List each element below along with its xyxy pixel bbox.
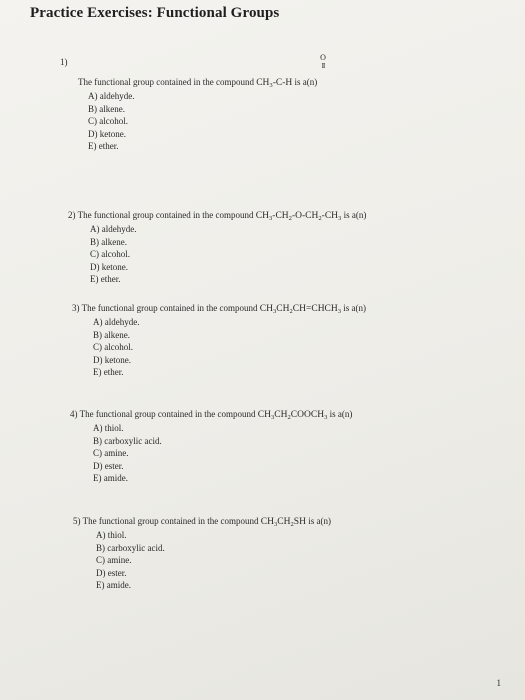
question-2-prefix: The functional group contained in the compound: [77, 210, 254, 220]
question-1-number: 1): [60, 57, 68, 67]
question-5-prefix: The functional group contained in the compound: [82, 516, 259, 526]
choice-a: A) aldehyde.: [88, 91, 135, 102]
choice-e: E) ether.: [93, 367, 124, 378]
question-2: [68, 209, 366, 285]
question-4-choices: [93, 422, 352, 484]
question-1-prefix: The functional group contained in the compound: [78, 77, 254, 87]
choice-d: D) ester.: [96, 567, 127, 578]
choice-a: A) aldehyde.: [90, 224, 137, 235]
question-5-number: 5): [73, 516, 81, 526]
question-3-number: 3): [72, 303, 80, 313]
question-2-suffix: is a(n): [343, 210, 367, 220]
question-5-stem: [73, 515, 331, 528]
question-5-choices: [96, 529, 331, 591]
choice-c: C) alcohol.: [90, 249, 130, 260]
choice-a: A) thiol.: [93, 423, 124, 434]
question-2-stem: [68, 209, 366, 222]
choice-e: E) ether.: [90, 274, 121, 285]
question-4-formula: $CH_3CH_2COOCH_3$: [257, 410, 328, 421]
choice-e: E) amide.: [96, 580, 131, 591]
choice-d: D) ketone.: [93, 354, 131, 365]
question-4-prefix: The functional group contained in the compound: [79, 409, 256, 419]
question-4-number: 4): [70, 409, 78, 419]
question-2-number: 2): [68, 210, 76, 220]
question-5: [73, 515, 331, 591]
question-5-suffix: is a(n): [308, 516, 331, 526]
question-3-stem: [72, 302, 366, 315]
choice-b: B) carboxylic acid.: [96, 542, 165, 553]
question-3: [72, 302, 366, 378]
carbonyl-o-label: O: [320, 53, 326, 62]
choice-e: E) amide.: [93, 473, 128, 484]
question-1-choices: [88, 90, 317, 152]
choice-a: A) thiol.: [96, 530, 127, 541]
choice-e: E) ether.: [88, 141, 119, 152]
question-1-stem: [78, 76, 317, 89]
page-number: 1: [496, 678, 501, 688]
choice-b: B) alkene.: [90, 236, 127, 247]
question-3-prefix: The functional group contained in the compound: [81, 303, 258, 313]
choice-b: B) alkene.: [93, 329, 130, 340]
question-1-suffix: is a(n): [294, 77, 318, 87]
choice-b: B) alkene.: [88, 103, 125, 114]
carbonyl-oxygen: [318, 53, 328, 71]
choice-d: D) ketone.: [88, 128, 126, 139]
question-4: [70, 408, 352, 484]
choice-d: D) ketone.: [90, 261, 128, 272]
choice-d: D) ester.: [93, 460, 124, 471]
question-3-suffix: is a(n): [343, 303, 367, 313]
question-2-choices: [90, 223, 366, 285]
page-title: Practice Exercises: Functional Groups: [30, 5, 280, 21]
choice-c: C) amine.: [93, 448, 129, 459]
question-3-choices: [93, 316, 366, 378]
choice-c: C) amine.: [96, 555, 132, 566]
choice-c: C) alcohol.: [88, 116, 128, 127]
question-4-suffix: is a(n): [329, 409, 353, 419]
question-3-formula: $CH_3CH_2CH=CHCH_3$: [259, 304, 342, 315]
question-1-formula: $CH_3-C-H$: [256, 78, 293, 89]
carbonyl-double-bond: II: [321, 62, 325, 70]
question-1: [78, 76, 317, 152]
question-4-stem: [70, 408, 352, 421]
choice-a: A) aldehyde.: [93, 317, 140, 328]
choice-b: B) carboxylic acid.: [93, 435, 162, 446]
choice-c: C) alcohol.: [93, 342, 133, 353]
question-2-formula: $CH_3-CH_2-O-CH_2-CH_3$: [255, 211, 342, 222]
question-5-formula: $CH_3CH_2SH$: [260, 517, 306, 528]
